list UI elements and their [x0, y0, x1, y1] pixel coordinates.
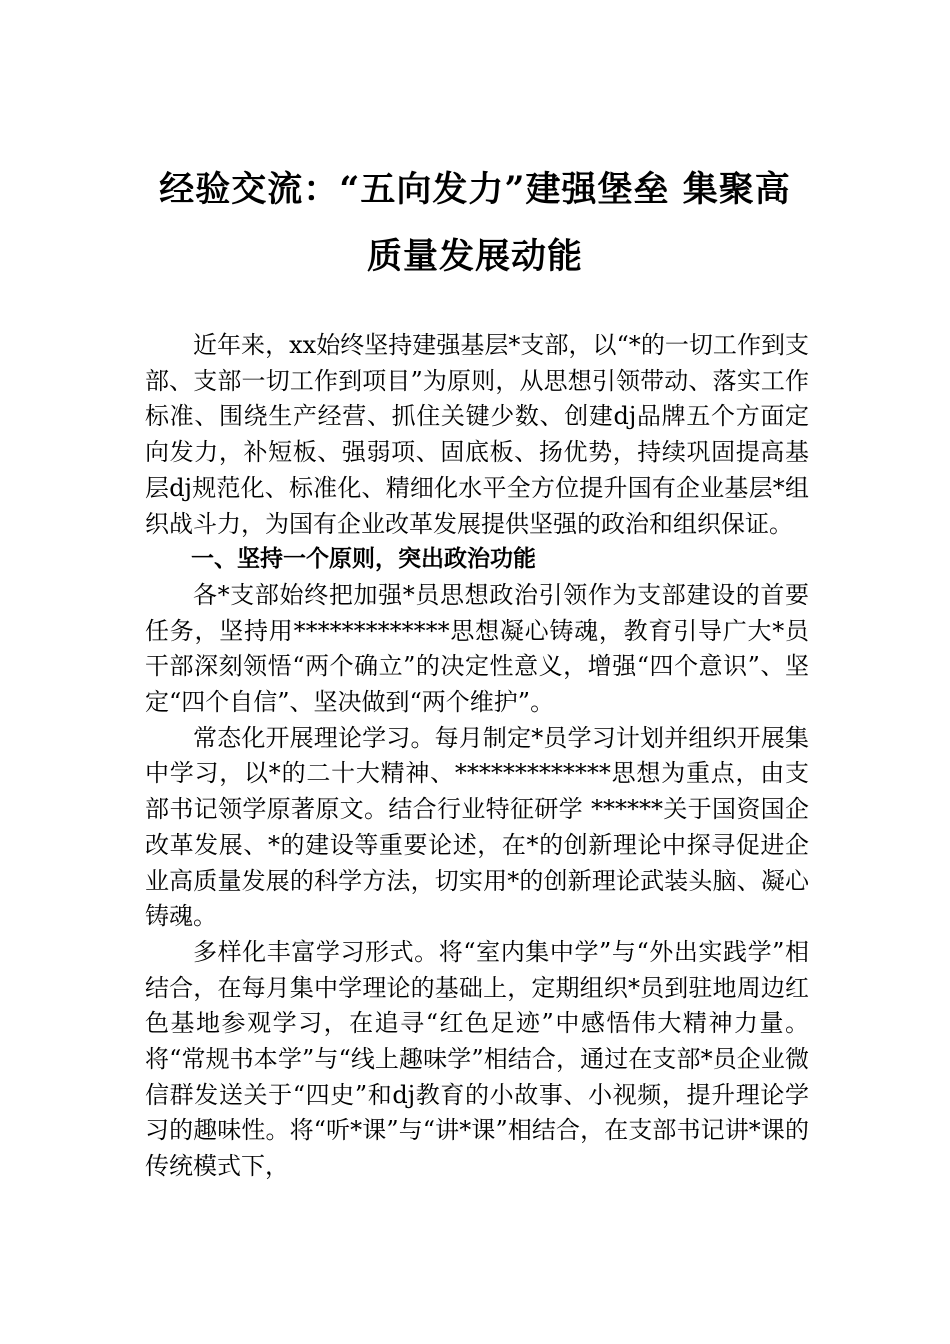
document-title-line-1: 经验交流：“五向发力”建强堡垒 集聚高 [159, 169, 791, 210]
body-paragraph: 各*支部始终把加强*员思想政治引领作为支部建设的首要任务，坚持用*************思想凝心铸魂，教育引导广大*员干部深刻领悟“两个确立”的决定性意义，增强“四个意识”、坚定“四个自信”、坚决做到“两个维护”。 [145, 580, 809, 717]
intro-paragraph: 近年来，xx始终坚持建强基层*支部，以“*的一切工作到支部、支部一切工作到项目”为原则，从思想引领带动、落实工作标准、围绕生产经营、抓住关键少数、创建dj品牌五个方面定向发力，补短板、强弱项、固底板、扬优势，持续巩固提高基层dj规范化、标准化、精细化水平全方位提升国有企业基层*组织战斗力，为国有企业改革发展提供坚强的政治和组织保证。 [145, 331, 809, 538]
document-title-line-2: 质量发展动能 [366, 236, 583, 277]
body-paragraph: 多样化丰富学习形式。将“室内集中学”与“外出实践学”相结合，在每月集中学理论的基础上，定期组织*员到驻地周边红色基地参观学习，在追寻“红色足迹”中感悟伟大精神力量。将“常规书本学”与“线上趣味学”相结合，通过在支部*员企业微信群发送关于“四史”和dj教育的小故事、小视频，提升理论学习的趣味性。将“听*课”与“讲*课”相结合，在支部书记讲*课的传统模式下， [145, 937, 809, 1181]
section-heading-1: 一、坚持一个原则，突出政治功能 [191, 546, 536, 573]
body-paragraph: 常态化开展理论学习。每月制定*员学习计划并组织开展集中学习，以*的二十大精神、*************思想为重点，由支部书记领学原著原文。结合行业特征研学 ******关于国资国企改革发展、*的建设等重要论述，在*的创新理论中探寻促进企业高质量发展的科学方法，切实用*的创新理论武装头脑、凝心铸魂。 [145, 723, 809, 931]
document-body [145, 328, 809, 1185]
